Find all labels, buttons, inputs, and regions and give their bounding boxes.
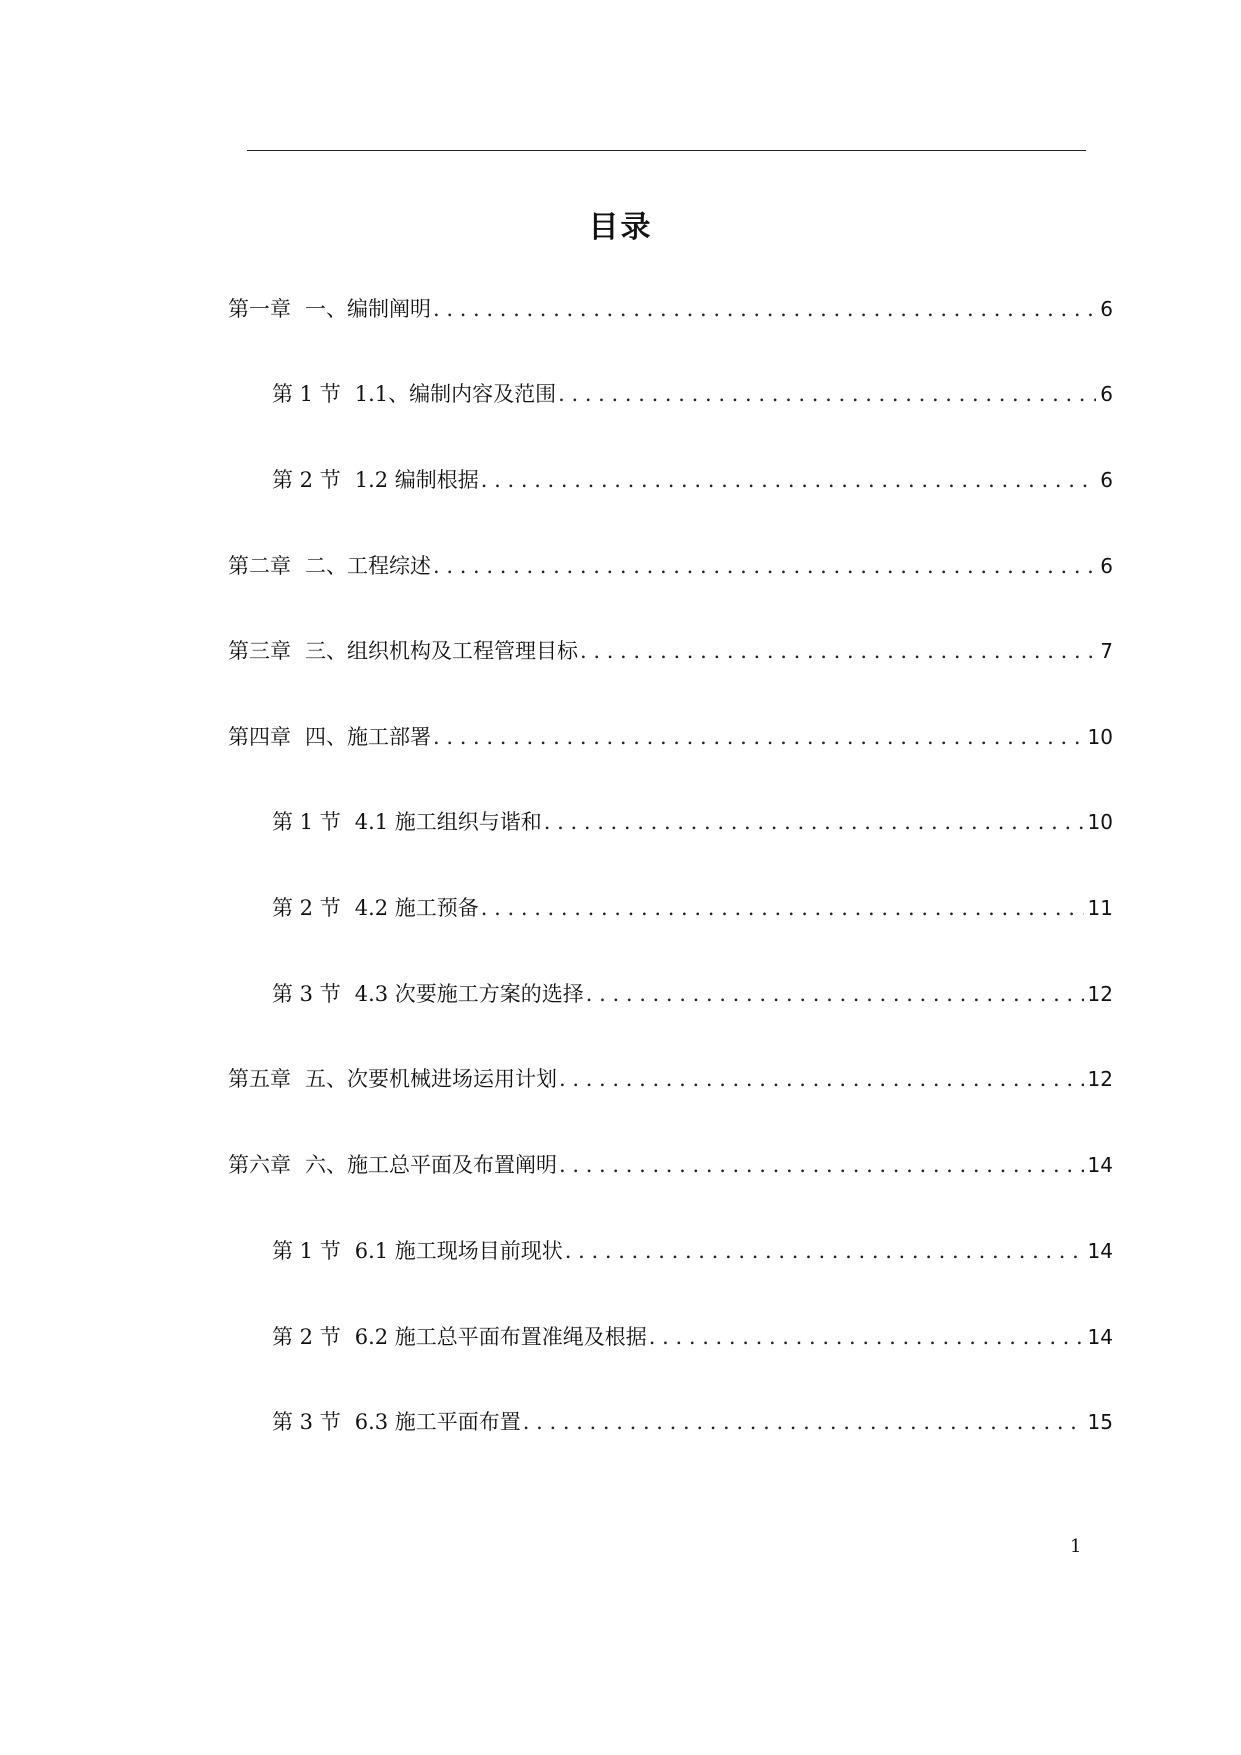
toc-dot-leader xyxy=(523,1405,1084,1439)
toc-entry-text: 五、次要机械进场运用计划 xyxy=(305,1067,557,1091)
toc-entry[interactable] xyxy=(272,463,1113,497)
toc-entry-text: 1.1、编制内容及范围 xyxy=(354,382,557,406)
toc-entry-label xyxy=(272,977,584,1011)
toc-entry-text: 4.2 施工预备 xyxy=(354,896,479,920)
toc-entry-text: 二、工程综述 xyxy=(305,554,431,578)
toc-dot-leader xyxy=(586,977,1084,1011)
toc-entry-label xyxy=(272,1234,563,1268)
toc-entry[interactable] xyxy=(228,1148,1113,1182)
toc-dot-leader xyxy=(433,549,1096,583)
toc-entry-page: 14 xyxy=(1087,1153,1113,1177)
toc-entry-number: 第 1 节 xyxy=(272,810,341,834)
toc-dot-leader xyxy=(433,292,1096,326)
toc-entry-text: 4.3 次要施工方案的选择 xyxy=(354,982,584,1006)
toc-entry-page: 14 xyxy=(1087,1239,1113,1263)
toc-entry[interactable] xyxy=(272,805,1113,839)
toc-entry-text: 四、施工部署 xyxy=(305,725,431,749)
toc-entry-number: 第二章 xyxy=(228,554,291,578)
toc-entry-number: 第 2 节 xyxy=(272,896,341,920)
toc-entry-page: 14 xyxy=(1087,1325,1113,1349)
toc-entry-number: 第 1 节 xyxy=(272,382,341,406)
toc-entry-label xyxy=(272,463,479,497)
toc-entry-label xyxy=(272,377,556,411)
toc-entry-number: 第 2 节 xyxy=(272,1325,341,1349)
toc-entry-page: 7 xyxy=(1100,639,1113,663)
toc-dot-leader xyxy=(559,1062,1084,1096)
toc-entry-text: 一、编制阐明 xyxy=(305,297,431,321)
header-rule xyxy=(247,150,1086,151)
toc-entry[interactable] xyxy=(272,1234,1113,1268)
toc-entry-text: 六、施工总平面及布置阐明 xyxy=(305,1153,557,1177)
toc-entry-number: 第四章 xyxy=(228,725,291,749)
toc-entry-page: 12 xyxy=(1087,982,1113,1006)
toc-entry-page: 6 xyxy=(1100,468,1113,492)
toc-entry-number: 第一章 xyxy=(228,297,291,321)
toc-entry-label xyxy=(228,1062,557,1096)
toc-entry-label xyxy=(228,549,431,583)
toc-entry-number: 第五章 xyxy=(228,1067,291,1091)
toc-entry[interactable] xyxy=(228,549,1113,583)
toc-entry-label xyxy=(228,292,431,326)
toc-entry[interactable] xyxy=(272,977,1113,1011)
toc-entry-page: 10 xyxy=(1087,810,1113,834)
toc-entry-label xyxy=(228,634,578,668)
toc-entry[interactable] xyxy=(272,1405,1113,1439)
toc-entry-number: 第 1 节 xyxy=(272,1239,341,1263)
toc-entry-page: 6 xyxy=(1100,297,1113,321)
toc-entry-number: 第 2 节 xyxy=(272,468,341,492)
toc-entry[interactable] xyxy=(228,292,1113,326)
toc-entry-label xyxy=(272,805,542,839)
toc-entry-text: 1.2 编制根据 xyxy=(354,468,479,492)
toc-dot-leader xyxy=(558,377,1096,411)
toc-entry-number: 第 3 节 xyxy=(272,1410,341,1434)
toc-entry-label xyxy=(272,891,479,925)
toc-entry-text: 6.3 施工平面布置 xyxy=(354,1410,521,1434)
toc-entry-text: 4.1 施工组织与谐和 xyxy=(354,810,542,834)
toc-dot-leader xyxy=(565,1234,1084,1268)
toc-entry[interactable] xyxy=(228,720,1113,754)
toc-entry[interactable] xyxy=(272,891,1113,925)
toc-entry[interactable] xyxy=(272,377,1113,411)
toc-dot-leader xyxy=(481,891,1084,925)
toc-entry[interactable] xyxy=(228,634,1113,668)
toc-entry-text: 三、组织机构及工程管理目标 xyxy=(305,639,578,663)
toc-entry-label xyxy=(228,1148,557,1182)
toc-entry[interactable] xyxy=(272,1320,1113,1354)
toc-entry-page: 6 xyxy=(1100,382,1113,406)
toc-entry-number: 第 3 节 xyxy=(272,982,341,1006)
toc-entry-page: 12 xyxy=(1087,1067,1113,1091)
toc-dot-leader xyxy=(580,634,1096,668)
toc-dot-leader xyxy=(433,720,1084,754)
page-number: 1 xyxy=(1070,1536,1082,1557)
toc-entry-page: 15 xyxy=(1087,1410,1113,1434)
toc-entry-number: 第六章 xyxy=(228,1153,291,1177)
toc-entry-label xyxy=(228,720,431,754)
toc-dot-leader xyxy=(559,1148,1084,1182)
toc-dot-leader xyxy=(649,1320,1084,1354)
toc-entry-page: 11 xyxy=(1087,896,1113,920)
toc-entry-page: 6 xyxy=(1100,554,1113,578)
toc-entry-page: 10 xyxy=(1087,725,1113,749)
toc-dot-leader xyxy=(544,805,1084,839)
toc-entry[interactable] xyxy=(228,1062,1113,1096)
toc-entry-text: 6.1 施工现场目前现状 xyxy=(354,1239,563,1263)
toc-entry-number: 第三章 xyxy=(228,639,291,663)
toc-title: 目录 xyxy=(588,210,653,245)
toc-entry-label xyxy=(272,1405,521,1439)
toc-entry-text: 6.2 施工总平面布置准绳及根据 xyxy=(354,1325,647,1349)
toc-dot-leader xyxy=(481,463,1096,497)
toc-entry-label xyxy=(272,1320,647,1354)
